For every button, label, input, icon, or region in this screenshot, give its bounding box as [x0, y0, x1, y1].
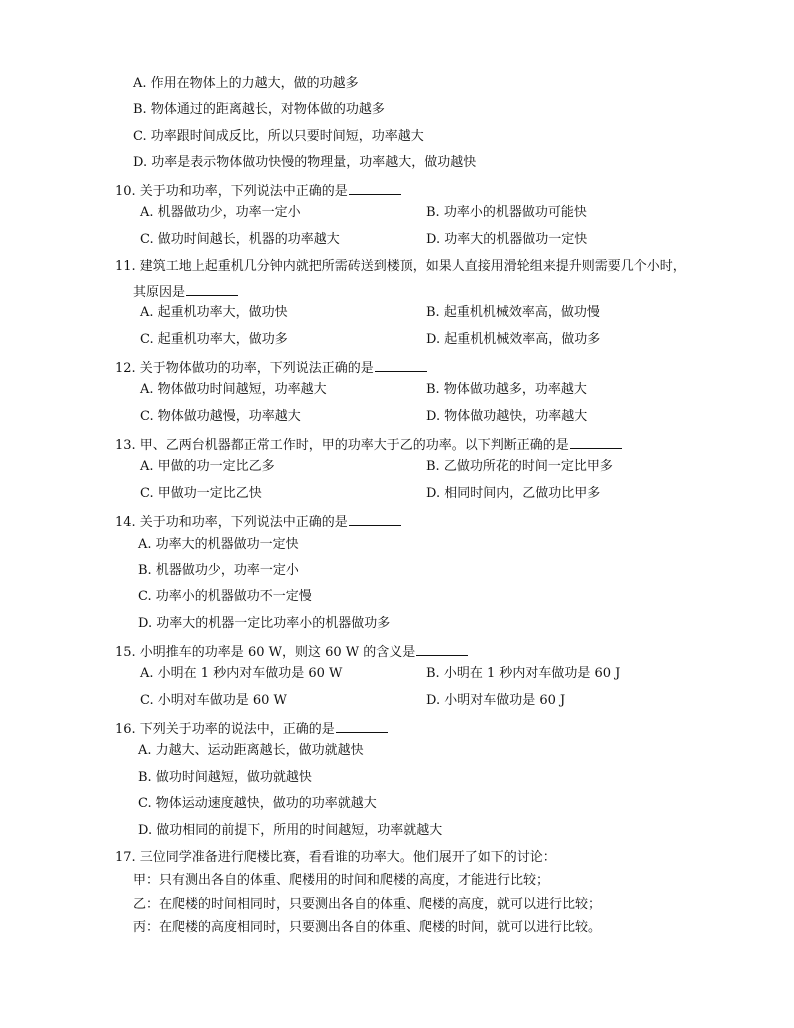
q12-stem [115, 359, 427, 377]
q17-statement-jia: 甲：只有测出各自的体重、爬楼用的时间和爬楼的高度，才能进行比较； [133, 873, 550, 888]
q13-option-c: C. 甲做功一定比乙快 [140, 486, 262, 501]
q11-stem-line1: 11. 建筑工地上起重机几分钟内就把所需砖送到楼顶，如果人直接用滑轮组来提升则需要几个小时， [115, 259, 686, 274]
q13-stem [115, 436, 622, 454]
q10-option-a: A. 机器做功少，功率一定小 [140, 205, 301, 220]
q11-option-b: B. 起重机机械效率高，做功慢 [426, 305, 600, 320]
q15-option-b: B. 小明在 1 秒内对车做功是 60 J [426, 666, 621, 681]
q13-stem-text: 13. 甲、乙两台机器都正常工作时，甲的功率大于乙的功率。以下判断正确的是 [115, 438, 569, 453]
q17-statement-bing: 丙：在爬楼的高度相同时，只要测出各自的体重、爬楼的时间，就可以进行比较。 [133, 920, 602, 935]
q15-option-a: A. 小明在 1 秒内对车做功是 60 W [140, 666, 343, 681]
q14-option-c: C. 功率小的机器做功不一定慢 [138, 589, 312, 604]
q11-option-c: C. 起重机功率大，做功多 [140, 332, 288, 347]
q16-option-a: A. 力越大、运动距离越长，做功就越快 [138, 743, 364, 758]
q13-option-d: D. 相同时间内，乙做功比甲多 [426, 486, 601, 501]
q12-option-b: B. 物体做功越多，功率越大 [426, 382, 587, 397]
answer-blank [349, 513, 401, 526]
q15-stem-text: 15. 小明推车的功率是 60 W，则这 60 W 的含义是 [115, 645, 416, 660]
q12-option-a: A. 物体做功时间越短，功率越大 [140, 382, 327, 397]
q16-option-c: C. 物体运动速度越快，做功的功率就越大 [138, 796, 377, 811]
q9-option-a: A. 作用在物体上的力越大，做的功越多 [133, 76, 359, 91]
q9-option-c: C. 功率跟时间成反比，所以只要时间短，功率越大 [133, 129, 424, 144]
q11-option-a: A. 起重机功率大，做功快 [140, 305, 288, 320]
q12-stem-text: 12. 关于物体做功的功率，下列说法正确的是 [115, 361, 374, 376]
q12-option-d: D. 物体做功越快，功率越大 [426, 409, 588, 424]
q16-stem-text: 16. 下列关于功率的说法中，正确的是 [115, 722, 335, 737]
answer-blank [570, 436, 622, 449]
q14-stem-text: 14. 关于功和功率，下列说法中正确的是 [115, 515, 348, 530]
q15-option-d: D. 小明对车做功是 60 J [426, 693, 566, 708]
answer-blank [375, 359, 427, 372]
q14-stem [115, 513, 401, 531]
q13-option-b: B. 乙做功所花的时间一定比甲多 [426, 459, 613, 474]
answer-blank [336, 720, 388, 733]
answer-blank [186, 283, 238, 296]
q16-option-b: B. 做功时间越短，做功就越快 [138, 770, 312, 785]
q14-option-a: A. 功率大的机器做功一定快 [138, 537, 299, 552]
q15-stem [115, 643, 468, 661]
q12-option-c: C. 物体做功越慢，功率越大 [140, 409, 301, 424]
answer-blank [349, 182, 401, 195]
q17-statement-yi: 乙：在爬楼的时间相同时，只要测出各自的体重、爬楼的高度，就可以进行比较； [133, 897, 602, 912]
q10-stem-text: 10. 关于功和功率，下列说法中正确的是 [115, 184, 348, 199]
q17-stem: 17. 三位同学准备进行爬楼比赛，看看谁的功率大。他们展开了如下的讨论： [115, 850, 556, 865]
q10-option-b: B. 功率小的机器做功可能快 [426, 205, 587, 220]
q10-option-d: D. 功率大的机器做功一定快 [426, 232, 588, 247]
q9-option-b: B. 物体通过的距离越长，对物体做的功越多 [133, 102, 385, 117]
q11-option-d: D. 起重机机械效率高，做功多 [426, 332, 601, 347]
q11-stem-text: 其原因是 [133, 285, 186, 300]
answer-blank [416, 643, 468, 656]
q10-stem [115, 182, 401, 200]
q14-option-d: D. 功率大的机器一定比功率小的机器做功多 [138, 616, 391, 631]
q16-stem [115, 720, 388, 738]
q15-option-c: C. 小明对车做功是 60 W [140, 693, 287, 708]
q13-option-a: A. 甲做的功一定比乙多 [140, 459, 275, 474]
q10-option-c: C. 做功时间越长，机器的功率越大 [140, 232, 340, 247]
q11-stem-line2 [133, 283, 238, 301]
q14-option-b: B. 机器做功少，功率一定小 [138, 563, 299, 578]
q9-option-d: D. 功率是表示物体做功快慢的物理量，功率越大，做功越快 [133, 155, 477, 170]
q16-option-d: D. 做功相同的前提下，所用的时间越短，功率就越大 [138, 823, 443, 838]
